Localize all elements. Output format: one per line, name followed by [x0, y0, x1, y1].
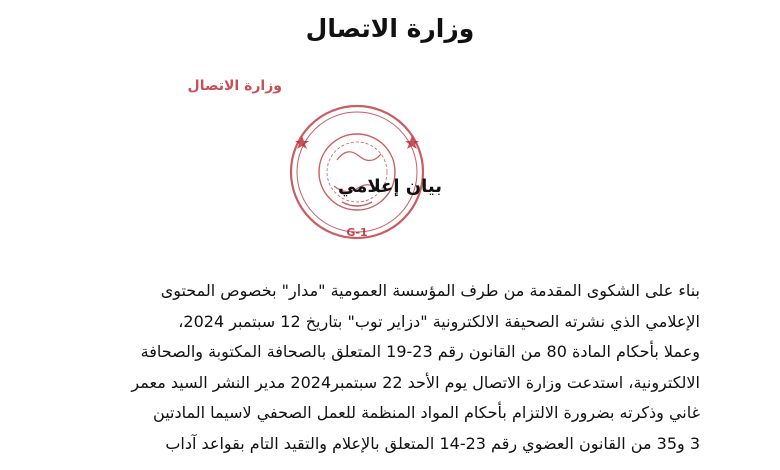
- ministry-title: وزارة الاتصال: [305, 14, 475, 43]
- body-line: الإعلامي الذي نشرته الصحيفة الالكترونية "دزاير توب" بتاريخ 12 سبتمبر 2024،: [178, 311, 700, 331]
- body-line: غاني وذكرته بضرورة الالتزام بأحكام المواد المنظمة للعمل الصحفي لاسيما المادتين: [153, 403, 700, 422]
- official-stamp: [187, 78, 432, 250]
- body-line: وعملا بأحكام المادة 80 من القانون رقم 23-19 المتعلق بالصحافة المكتوبة والصحافة: [140, 342, 700, 361]
- body-line: 3 و35 من القانون العضوي رقم 23-14 المتعلق بالإعلام والتقيد التام بقواعد آداب: [165, 433, 700, 453]
- body-line: الالكترونية، استدعت وزارة الاتصال يوم الأحد 22 سبتمبر2024 مدير النشر السيد معمر: [131, 372, 700, 392]
- statement-body: [88, 276, 700, 459]
- stamp-ring-text: وزارة الاتصال: [187, 78, 282, 94]
- body-line: بناء على الشكوى المقدمة من طرف المؤسسة العمومية "مدار" بخصوص المحتوى: [160, 281, 700, 300]
- stamp-code: G-1: [346, 226, 368, 239]
- statement-title: بيان إعلامي: [338, 176, 442, 197]
